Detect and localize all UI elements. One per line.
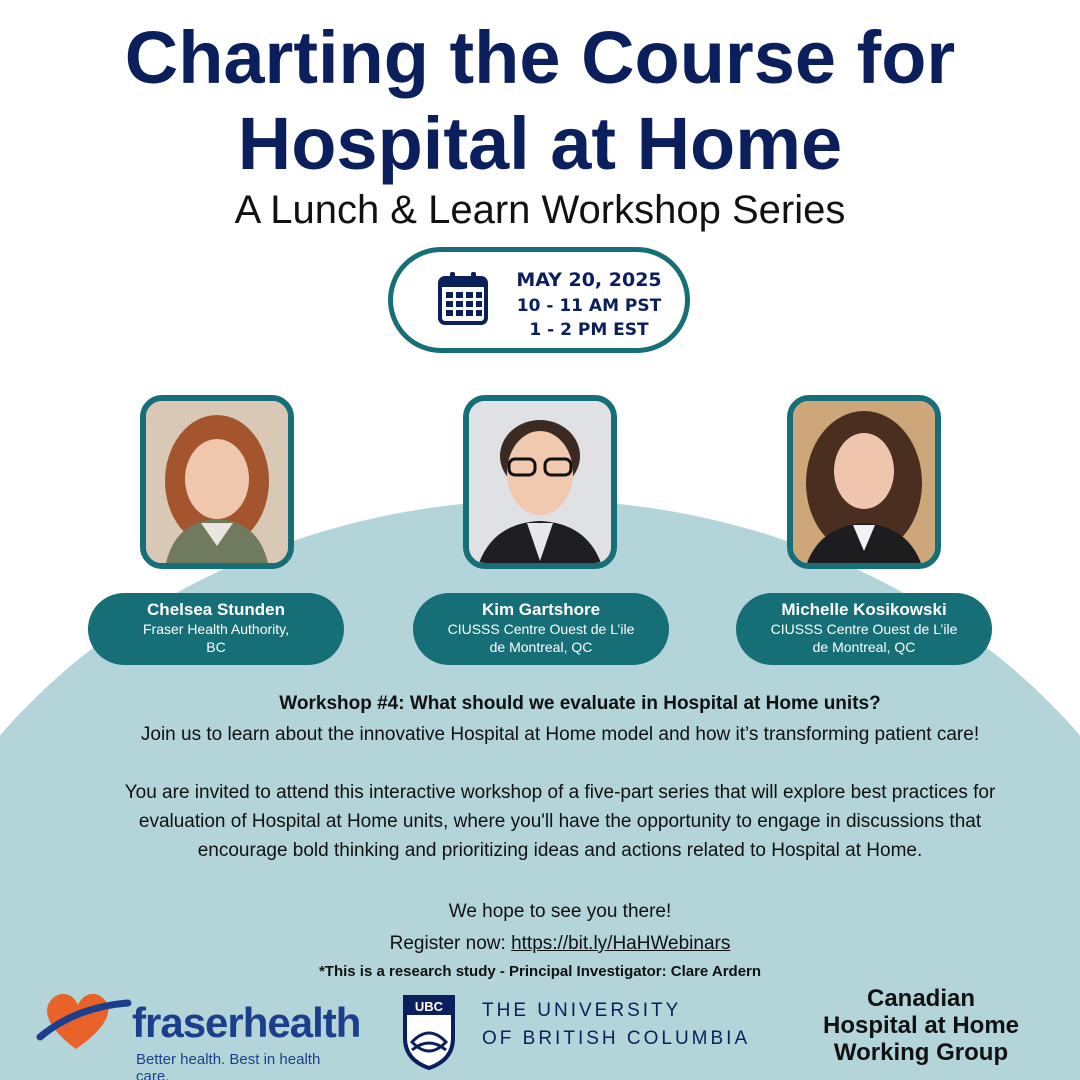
chah-working-group-logo [796,985,1046,1066]
health-word: health [242,999,361,1046]
speaker-name: Chelsea Stunden [147,600,285,619]
research-disclaimer: *This is a research study - Principal Investigator: Clare Ardern [318,963,762,980]
fraser-health-heart-icon [36,987,136,1057]
title-line-2: Hospital at Home [237,102,843,185]
register-link[interactable]: https://bit.ly/HaHWebinars [511,933,731,954]
description-paragraph: You are invited to attend this interactive workshop of a five-part series that will explore best practices for evaluation of Hospital at Home units, where you'll have the opportunity to engage in discussions that encourage bold thinking and prioritizing ideas and actions related to Hospital at Home. [124,782,996,861]
speaker-name: Kim Gartshore [481,600,601,619]
speaker-org: Fraser Health Authority, [142,621,290,637]
speaker-portrait [146,401,288,563]
fraser-health-wordmark [132,999,360,1047]
speaker-org: de Montreal, QC [489,639,593,655]
speaker-photo-kim [463,395,617,569]
speaker-portrait [793,401,935,563]
fraser-health-logo [36,985,361,1080]
title-line-1: Charting the Course for [124,16,956,99]
speaker-card-kim [413,593,669,665]
intro-paragraph: Join us to learn about the innovative Hospital at Home model and how it’s transforming patient care! [140,724,980,745]
calendar-icon [437,270,489,326]
ubc-name-line-1: THE UNIVERSITY [482,1000,682,1021]
event-date: MAY 20, 2025 [516,269,662,291]
speaker-org: CIUSSS Centre Ouest de L’ile [447,621,635,637]
register-line [120,929,1000,958]
speaker-photo-michelle [787,395,941,569]
speaker-name: Michelle Kosikowski [781,600,947,619]
date-box [388,247,690,353]
speaker-org: de Montreal, QC [812,639,916,655]
ubc-logo [402,994,762,1074]
ubc-crest-text: UBC [414,999,444,1014]
fraser-word: fraser [132,999,243,1046]
ubc-crest-icon [402,994,456,1070]
event-time-est: 1 - 2 PM EST [529,320,649,340]
chah-line-3: Working Group [833,1039,1009,1066]
ubc-name-line-2: OF BRITISH COLUMBIA [482,1028,751,1049]
workshop-title: Workshop #4: What should we evaluate in Hospital at Home units? [279,693,881,714]
chah-line-2: Hospital at Home [822,1012,1020,1039]
speaker-org: CIUSSS Centre Ouest de L’ile [770,621,958,637]
event-time-pst: 10 - 11 AM PST [516,296,662,316]
chah-line-1: Canadian [866,985,976,1012]
speaker-photo-chelsea [140,395,294,569]
register-label: Register now: [389,933,512,954]
subtitle: A Lunch & Learn Workshop Series [234,188,846,232]
fraser-health-tagline: Better health. Best in health care. [136,1051,321,1080]
closing-text: We hope to see you there! [448,901,672,922]
speaker-card-chelsea [88,593,344,665]
speaker-org: BC [206,639,226,655]
speaker-card-michelle [736,593,992,665]
speaker-portrait [469,401,611,563]
